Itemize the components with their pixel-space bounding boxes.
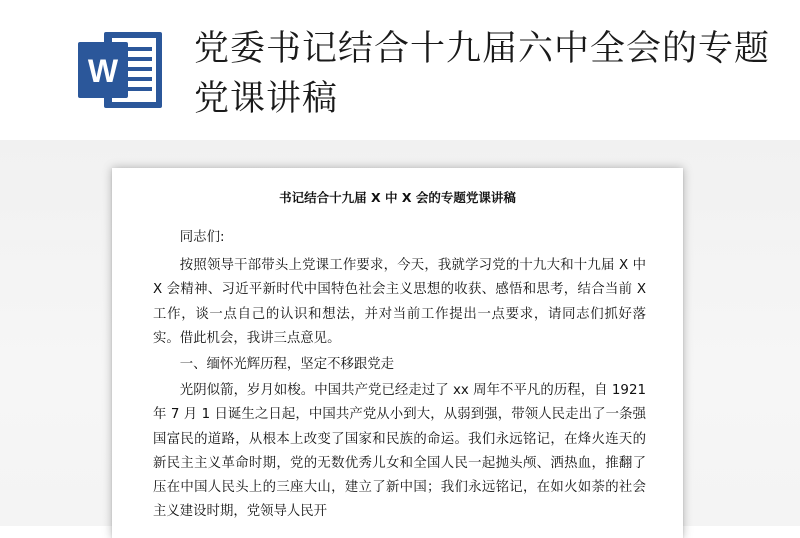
paragraph: 按照领导干部带头上党课工作要求，今天，我就学习党的十九大和十九届 X 中 X 会精神、习近平新时代中国特色社会主义思想的收获、感悟和思考，结合当前 X 工作，谈一点自己的认识和想法，并对当前工作提出一点要求，请同志们抓好落实。借此机会，我讲三点意见。 — [153, 258, 646, 346]
preview-title: 党委书记结合十九届六中全会的专题党课讲稿 — [194, 29, 771, 119]
document-page — [112, 168, 683, 538]
section-heading: 一、缅怀光辉历程，坚定不移跟党走 — [179, 357, 395, 373]
word-icon-letter: W — [87, 53, 119, 89]
word-document-icon — [76, 28, 166, 112]
preview-header — [0, 0, 800, 140]
paragraph: 光阴似箭，岁月如梭。中国共产党已经走过了 xx 周年不平凡的历程，自 1921 年 7 月 1 日诞生之日起，中国共产党从小到大，从弱到强，带领人民走出了一条强国富民的道路，从根本上改变了国家和民族的命运。我们永远铭记，在烽火连天的新民主主义革命时期，党的无数优秀儿女和全国人民一起抛头颅、洒热血，推翻了压在中国人民头上的三座大山，建立了新中国；我们永远铭记，在如火如荼的社会主义建设时期，党领导人民开 — [153, 383, 646, 520]
document-body — [153, 226, 646, 524]
salutation: 同志们: — [179, 230, 225, 245]
document-title: 书记结合十九届 X 中 X 会的专题党课讲稿 — [279, 190, 516, 205]
